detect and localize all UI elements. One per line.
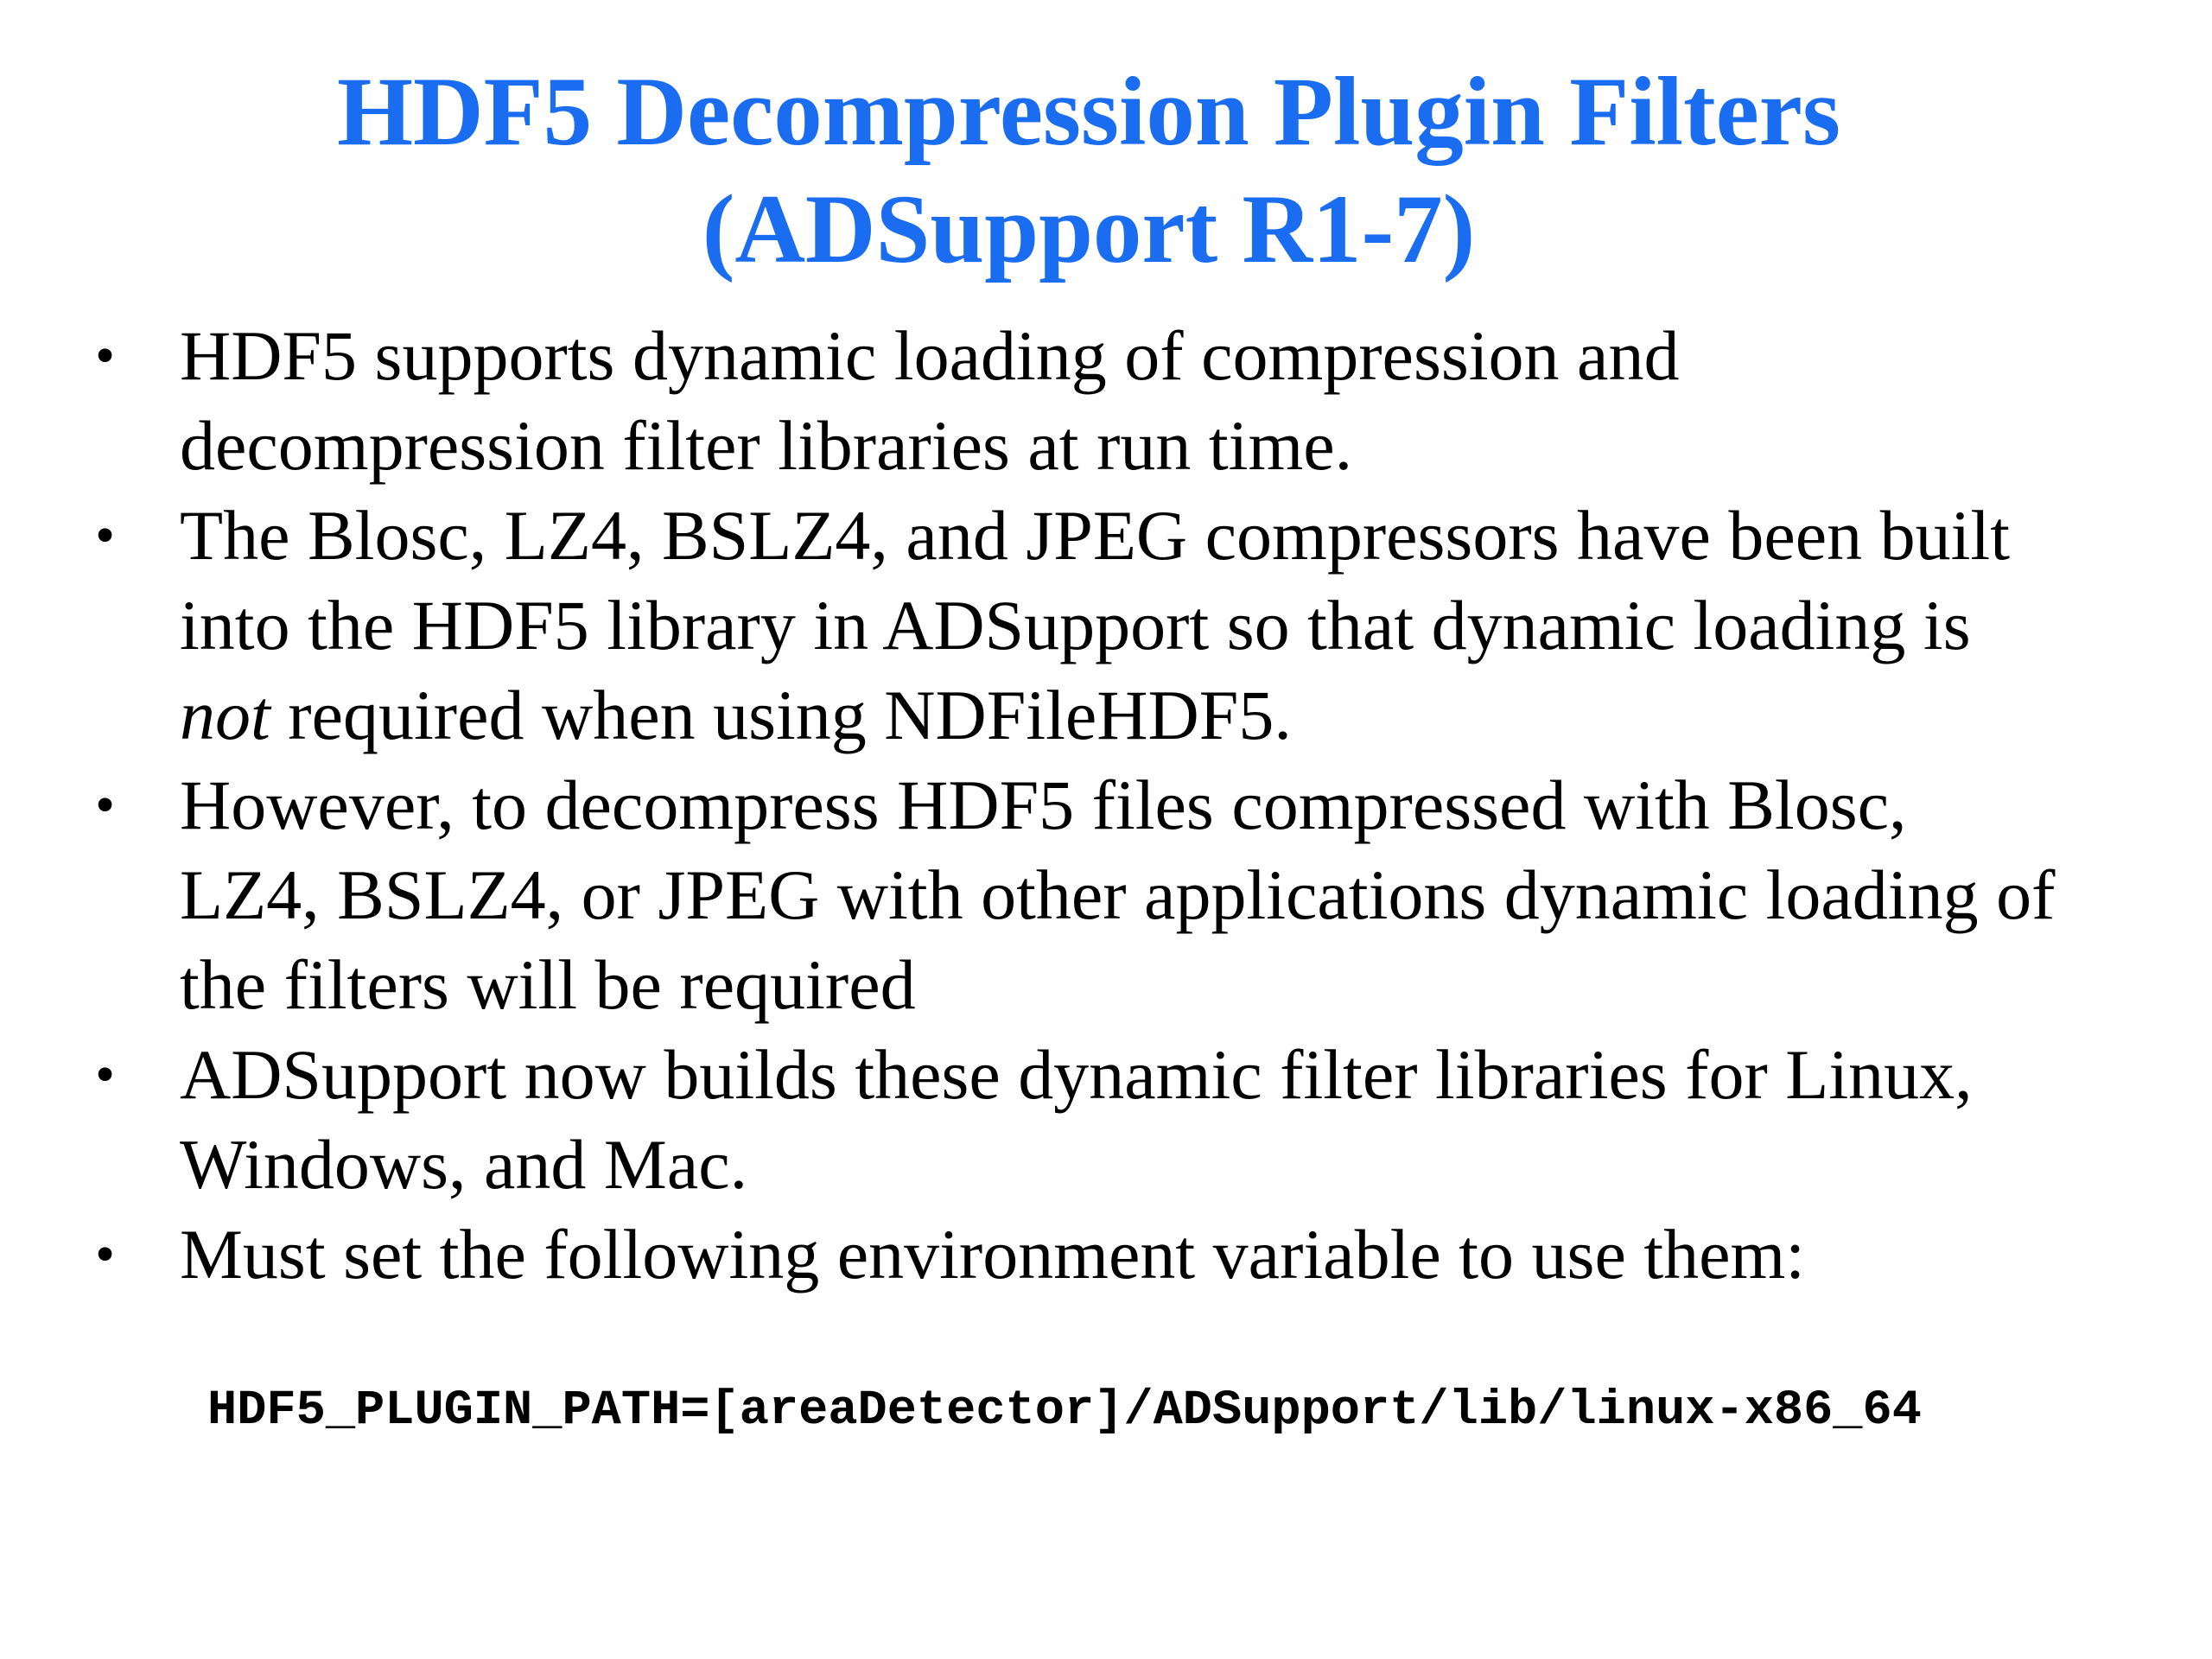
slide-title — [0, 54, 2177, 289]
bullet-item — [0, 1030, 2212, 1210]
env-variable-code: HDF5_PLUGIN_PATH=[areaDetector]/ADSupport/lib/linux-x86_64 — [207, 1383, 1922, 1439]
emphasis-text: not — [180, 676, 270, 754]
bullet-dot: • — [95, 1223, 116, 1286]
bullet-item — [0, 760, 2212, 1030]
bullet-line: However, to decompress HDF5 files compressed with Blosc, — [180, 766, 1907, 844]
bullet-dot: • — [95, 1043, 116, 1106]
bullet-line-rest: required when using NDFileHDF5. — [270, 676, 1292, 754]
bullet-line: the filters will be required — [180, 945, 916, 1024]
bullet-line: into the HDF5 library in ADSupport so that dynamic loading is — [180, 586, 1971, 664]
bullet-item — [0, 491, 2212, 760]
bullet-line: LZ4, BSLZ4, or JPEG with other applications dynamic loading of — [180, 855, 2056, 934]
title-line-2: (ADSupport R1-7) — [702, 175, 1476, 283]
bullet-dot: • — [95, 773, 116, 836]
bullet-line: Must set the following environment variable to use them: — [180, 1215, 1806, 1294]
bullet-line: decompression filter libraries at run time. — [180, 406, 1353, 485]
bullet-dot: • — [95, 324, 116, 387]
bullet-line: Windows, and Mac. — [180, 1125, 748, 1204]
bullet-line: ADSupport now builds these dynamic filter libraries for Linux, — [180, 1035, 1973, 1114]
title-line-1: HDF5 Decompression Plugin Filters — [337, 58, 1840, 166]
bullet-line — [180, 671, 2212, 760]
bullet-item — [0, 1210, 2212, 1300]
bullet-list — [0, 311, 2212, 1300]
bullet-line: HDF5 supports dynamic loading of compression and — [180, 316, 1680, 395]
bullet-line: The Blosc, LZ4, BSLZ4, and JPEG compressors have been built — [180, 496, 2010, 575]
bullet-item — [0, 311, 2212, 491]
bullet-dot: • — [95, 504, 116, 567]
